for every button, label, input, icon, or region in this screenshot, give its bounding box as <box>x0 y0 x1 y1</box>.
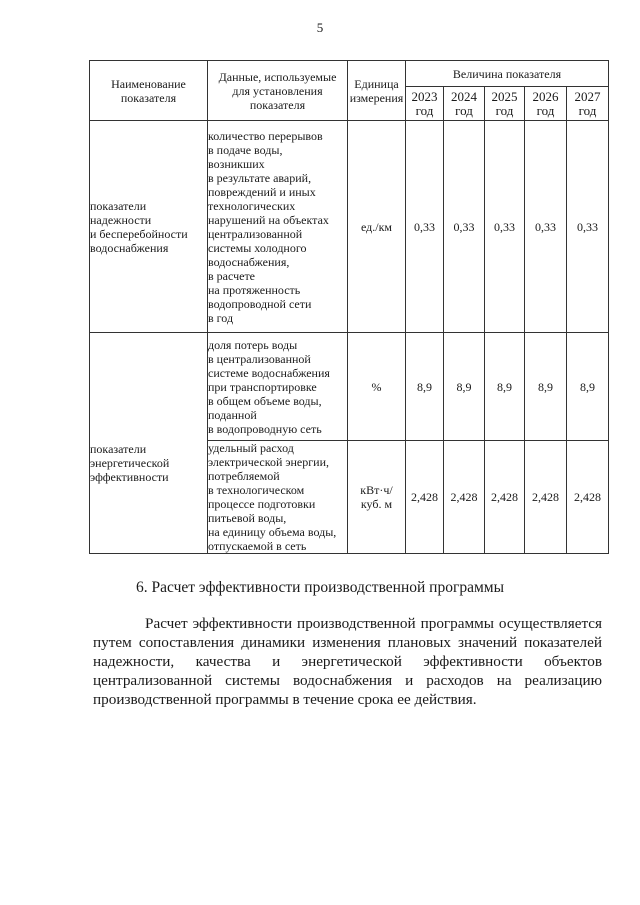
text-line: водопроводной сети <box>208 296 312 311</box>
text-line: электрической энергии, <box>208 455 330 469</box>
text-line: в год <box>208 310 234 325</box>
header-year-2023 <box>406 87 444 121</box>
section-title: 6. Расчет эффективности производственной программы <box>136 579 504 596</box>
paragraph-line: централизованной системы водоснабжения и расходов на реализацию <box>93 672 602 689</box>
text-line: на протяженность <box>208 282 301 297</box>
indicator-name <box>90 121 208 333</box>
text-line: на единицу объема воды, <box>208 525 337 539</box>
text-line: в общем объеме воды, <box>208 393 322 408</box>
text-line: отпускаемой в сеть <box>208 539 307 553</box>
year-suffix: год <box>455 102 473 118</box>
year-number: 2024 <box>451 88 477 104</box>
indicator-value: 0,33 <box>485 121 525 333</box>
text-line: Данные, используемые <box>218 69 337 84</box>
indicator-value: 2,428 <box>485 441 525 554</box>
text-line: повреждений и иных <box>208 184 316 199</box>
text-line: при транспортировке <box>208 379 317 394</box>
text-line: куб. м <box>360 497 393 511</box>
text-line: потребляемой <box>208 469 280 483</box>
text-line: показателя <box>120 90 177 105</box>
text-line: водоснабжения <box>90 240 169 255</box>
text-line: количество перерывов <box>208 128 323 143</box>
table-row <box>90 333 609 441</box>
indicator-value: 2,428 <box>525 441 567 554</box>
year-number: 2027 <box>574 88 601 104</box>
indicator-unit <box>348 121 406 333</box>
page-number: 5 <box>316 20 324 35</box>
indicator-value: 8,9 <box>567 333 609 441</box>
indicator-value: 0,33 <box>525 121 567 333</box>
year-suffix: год <box>415 102 434 118</box>
indicator-value: 0,33 <box>444 121 485 333</box>
year-number: 2023 <box>411 88 438 104</box>
header-year-2026 <box>525 87 567 121</box>
text-line: удельный расход <box>208 441 294 455</box>
indicator-value: 2,428 <box>567 441 609 554</box>
text-line: возникших <box>208 156 265 171</box>
text-line: в подаче воды, <box>208 142 283 157</box>
text-line: технологических <box>208 198 296 213</box>
text-line: показателя <box>249 97 306 112</box>
header-data <box>208 61 348 121</box>
header-year-2025 <box>485 87 525 121</box>
indicator-unit <box>348 441 406 554</box>
indicator-data <box>208 333 348 441</box>
indicator-value: 0,33 <box>567 121 609 333</box>
year-suffix: год <box>495 102 514 118</box>
text-line: процессе подготовки <box>208 497 316 511</box>
header-name <box>90 61 208 121</box>
text-line: в расчете <box>208 268 256 283</box>
year-suffix: год <box>578 102 597 118</box>
paragraph-line: надежности, качества и энергетической эффективности объектов <box>93 653 602 670</box>
text-line: поданной <box>208 407 257 422</box>
text-line: эффективности <box>90 470 169 484</box>
header-value-group: Величина показателя <box>406 61 609 87</box>
text-line: и бесперебойности <box>90 226 188 241</box>
text-line: централизованной <box>208 226 303 241</box>
indicator-value: 8,9 <box>485 333 525 441</box>
year-number: 2025 <box>491 88 518 104</box>
year-number: 2026 <box>532 88 559 104</box>
text-line: системы холодного <box>208 240 307 255</box>
text-line: нарушений на объектах <box>208 212 329 227</box>
indicator-value: 0,33 <box>406 121 444 333</box>
text-line: системе водоснабжения <box>208 365 330 380</box>
text-line: энергетической <box>90 456 170 470</box>
text-line: в технологическом <box>208 483 305 497</box>
text-line: в результате аварий, <box>208 170 312 185</box>
text-line: показатели <box>90 198 147 213</box>
text-line: кВт·ч/ <box>360 483 393 497</box>
paragraph-line: производственной программы в течение срока ее действия. <box>93 691 477 708</box>
header-unit <box>348 61 406 121</box>
header-year-2024 <box>444 87 485 121</box>
paragraph-line: Расчет эффективности производственной программы осуществляется <box>145 615 602 632</box>
text-line: в водопроводную сеть <box>208 421 322 436</box>
text-line: измерения <box>349 90 404 105</box>
year-suffix: год <box>536 102 555 118</box>
indicator-value: 8,9 <box>406 333 444 441</box>
text-line: % <box>371 379 382 394</box>
header-year-2027 <box>567 87 609 121</box>
text-line: надежности <box>90 212 152 227</box>
text-line: показатели <box>90 442 147 456</box>
text-line: Наименование <box>111 76 186 91</box>
text-line: Единица <box>354 76 399 91</box>
indicator-name <box>90 333 208 554</box>
indicator-data <box>208 121 348 333</box>
indicator-value: 2,428 <box>406 441 444 554</box>
text-line: в централизованной <box>208 351 311 366</box>
text-line: водоснабжения, <box>208 254 290 269</box>
indicator-value: 8,9 <box>444 333 485 441</box>
indicator-unit <box>348 333 406 441</box>
text-line: питьевой воды, <box>208 511 287 525</box>
text-line: для установления <box>232 83 323 98</box>
indicator-value: 8,9 <box>525 333 567 441</box>
indicator-data <box>208 441 348 554</box>
table-row <box>90 121 609 333</box>
paragraph-line: путем сопоставления динамики изменения плановых значений показателей <box>93 634 602 651</box>
indicator-value: 2,428 <box>444 441 485 554</box>
indicators-table <box>89 60 609 554</box>
body-paragraph <box>93 614 602 709</box>
text-line: ед./км <box>360 219 393 234</box>
text-line: доля потерь воды <box>208 337 298 352</box>
